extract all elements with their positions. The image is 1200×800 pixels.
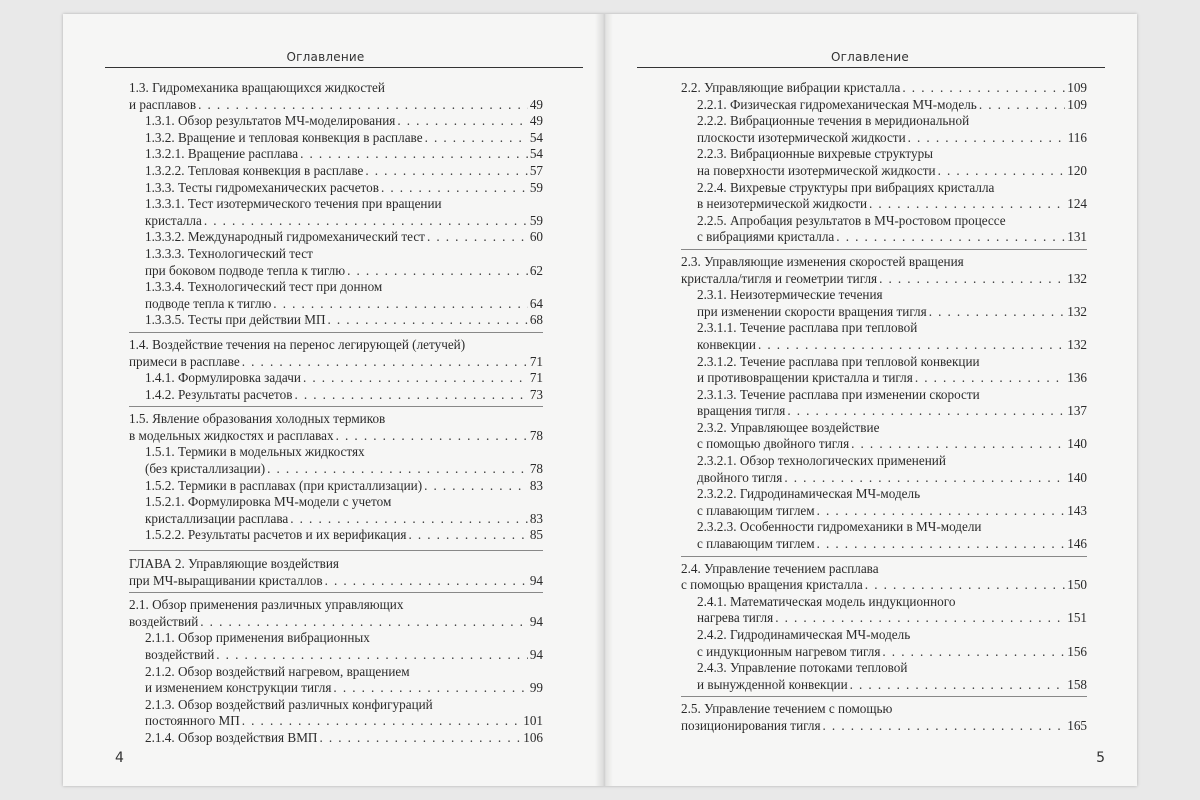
toc-entry-line xyxy=(681,80,1087,97)
toc-entry-line xyxy=(129,527,543,544)
toc-page-number: 109 xyxy=(1067,96,1087,112)
dot-leader xyxy=(328,312,528,328)
toc-entry-title: 1.5.1. Термики в модельных жидкостях xyxy=(145,444,365,460)
toc-page-number: 71 xyxy=(529,370,543,386)
toc-page-number: 62 xyxy=(529,262,543,278)
toc-page-number: 99 xyxy=(529,680,543,696)
toc-entry xyxy=(681,354,1087,387)
toc-entry xyxy=(681,249,1087,287)
toc-entry xyxy=(129,332,543,370)
toc-entry-line xyxy=(129,97,543,114)
toc-entry-title: 1.3.3. Тесты гидромеханических расчетов xyxy=(145,179,379,195)
toc-entry-line xyxy=(129,337,543,354)
toc-entry xyxy=(129,130,543,147)
toc-entry-title: с индукционным нагревом тигля xyxy=(697,643,881,659)
dot-leader xyxy=(851,436,1065,452)
toc-entry-line xyxy=(129,213,543,230)
toc-entry-line xyxy=(681,436,1087,453)
toc-page-number: 78 xyxy=(529,461,543,477)
toc-entry xyxy=(129,80,543,113)
toc-entry-line xyxy=(681,610,1087,627)
toc-entry-title: 2.1.2. Обзор воздействий нагревом, вращением xyxy=(145,663,410,679)
toc-entry-line xyxy=(129,354,543,371)
toc-entry-title: 1.3.3.2. Международный гидромеханический тест xyxy=(145,229,425,245)
toc-entry xyxy=(681,660,1087,693)
toc-page-number: 136 xyxy=(1067,370,1087,386)
toc-entry xyxy=(681,213,1087,246)
toc-page-number: 54 xyxy=(529,146,543,162)
toc-entry-title: 2.2. Управляющие вибрации кристалла xyxy=(681,80,901,95)
toc-page-number: 85 xyxy=(529,527,543,543)
toc-entry-title: 2.3.1.1. Течение расплава при тепловой xyxy=(697,320,918,336)
toc-entry-title: 2.3.2.3. Особенности гидромеханики в МЧ-модели xyxy=(697,519,982,535)
toc-entry-line xyxy=(129,387,543,404)
toc-entry-line xyxy=(681,453,1087,470)
toc-entry-title: 1.3.3.5. Тесты при действии МП xyxy=(145,312,326,328)
toc-entry-title: 2.3.1.3. Течение расплава при изменении скорости xyxy=(697,386,980,402)
toc-entry-title: кристаллизации расплава xyxy=(145,510,289,526)
toc-entry-title: плоскости изотермической жидкости xyxy=(697,129,906,145)
toc-entry-title: 1.3.2.2. Тепловая конвекция в расплаве xyxy=(145,162,364,178)
toc-entry xyxy=(681,696,1087,734)
toc-entry-title: 2.1.3. Обзор воздействий различных конфигураций xyxy=(145,696,433,712)
toc-page-number: 64 xyxy=(529,295,543,311)
toc-entry-line xyxy=(681,387,1087,404)
toc-entry-title: 2.2.2. Вибрационные течения в меридиональной xyxy=(697,113,970,129)
header-rule xyxy=(105,67,583,68)
toc-entry-title: и противовращении кристалла и тигля xyxy=(697,370,913,386)
dot-leader xyxy=(242,354,528,370)
toc-entry-line xyxy=(129,556,543,573)
toc-entry-title: 2.2.5. Апробация результатов в МЧ-ростовом процессе xyxy=(697,212,1006,228)
toc-entry-line xyxy=(129,180,543,197)
dot-leader xyxy=(850,677,1066,693)
toc-page-number: 109 xyxy=(1067,80,1087,95)
toc-entry-title: конвекции xyxy=(697,336,756,352)
toc-page-number: 59 xyxy=(529,212,543,228)
toc-entry xyxy=(681,387,1087,420)
toc-entry-line xyxy=(129,647,543,664)
toc-entry-line xyxy=(681,677,1087,694)
dot-leader xyxy=(198,97,528,113)
toc-entry xyxy=(129,730,543,747)
toc-page-number: 124 xyxy=(1067,196,1087,212)
toc-entry-title: 1.4. Воздействие течения на перенос легирующей (летучей) xyxy=(129,336,466,352)
toc-entry-title: 1.3.2. Вращение и тепловая конвекция в расплаве xyxy=(145,129,423,145)
dot-leader xyxy=(938,163,1066,179)
toc-entry-line xyxy=(129,428,543,445)
toc-entry-title: 2.1.1. Обзор применения вибрационных xyxy=(145,630,370,646)
dot-leader xyxy=(381,180,528,196)
dot-leader xyxy=(216,647,528,663)
toc-entry-title: 2.4. Управление течением расплава xyxy=(681,560,879,576)
dot-leader xyxy=(300,146,528,162)
toc-entry-title: 2.4.2. Гидродинамическая МЧ-модель xyxy=(697,627,911,642)
toc-entry-title: 2.3.2.2. Гидродинамическая МЧ-модель xyxy=(697,486,921,502)
toc-entry-title: 1.5. Явление образования холодных термиков xyxy=(129,411,386,427)
dot-leader xyxy=(979,97,1065,113)
dot-leader xyxy=(787,403,1065,419)
toc-entry xyxy=(129,163,543,180)
dot-leader xyxy=(784,470,1065,486)
toc-entry-line xyxy=(129,229,543,246)
toc-page-number: 143 xyxy=(1067,502,1087,518)
toc-entry xyxy=(681,113,1087,146)
toc-entry-title: подводе тепла к тиглю xyxy=(145,295,272,311)
toc-entry xyxy=(129,550,543,589)
dot-leader xyxy=(915,370,1065,386)
toc-page-number: 116 xyxy=(1067,129,1087,145)
toc-entry-title: позиционирования тигля xyxy=(681,717,821,733)
toc-page-number: 83 xyxy=(529,510,543,526)
toc-page-number: 49 xyxy=(529,96,543,112)
toc-entry xyxy=(129,592,543,630)
toc-entry-title: 1.3.1. Обзор результатов МЧ-моделирования xyxy=(145,113,396,129)
toc-entry-line xyxy=(681,320,1087,337)
toc-entry-line xyxy=(129,80,543,97)
toc-entry-line xyxy=(681,470,1087,487)
toc-entry-title: 1.3.3.3. Технологический тест xyxy=(145,245,313,261)
toc-entry-line xyxy=(129,130,543,147)
toc-entry-line xyxy=(681,718,1087,735)
toc-entry xyxy=(129,444,543,477)
toc-entry-line xyxy=(129,163,543,180)
toc-entry-line xyxy=(129,196,543,213)
toc-entry xyxy=(681,556,1087,594)
toc-entry-title: и вынужденной конвекции xyxy=(697,676,848,692)
toc-entry-line xyxy=(681,627,1087,644)
toc-entry xyxy=(129,196,543,229)
toc-entry-line xyxy=(129,411,543,428)
toc-entry-title: и изменением конструкции тигля xyxy=(145,680,332,696)
toc-entry-line xyxy=(681,337,1087,354)
toc-page-number: 150 xyxy=(1067,577,1087,593)
toc-entry-title: кристалла xyxy=(145,212,202,228)
toc-page-number: 94 xyxy=(529,572,543,588)
dot-leader xyxy=(823,718,1066,734)
toc-entry-title: 1.3.3.4. Технологический тест при донном xyxy=(145,279,383,295)
toc-entry-line xyxy=(129,146,543,163)
toc-entry xyxy=(681,594,1087,627)
toc-entry xyxy=(129,630,543,663)
toc-page-number: 132 xyxy=(1067,303,1087,319)
toc-entry-title: 2.2.3. Вибрационные вихревые структуры xyxy=(697,146,934,162)
toc-entry-line xyxy=(681,113,1087,130)
toc-page-number: 71 xyxy=(529,353,543,369)
toc-entry-line xyxy=(681,354,1087,371)
toc-entry-line xyxy=(129,312,543,329)
toc-entry-line xyxy=(129,511,543,528)
toc-page-number: 60 xyxy=(529,229,543,245)
toc-entry xyxy=(681,97,1087,114)
toc-entry-line xyxy=(681,163,1087,180)
book-spread xyxy=(63,14,1137,786)
toc-entry xyxy=(129,312,543,329)
dot-leader xyxy=(303,370,528,386)
dot-leader xyxy=(879,271,1065,287)
toc-entry xyxy=(129,246,543,279)
toc-entry-title: 1.5.2.2. Результаты расчетов и их верификация xyxy=(145,527,407,543)
toc-page-number: 68 xyxy=(529,312,543,328)
toc-page-number: 140 xyxy=(1067,469,1087,485)
toc-entry xyxy=(681,320,1087,353)
toc-entry-title: 2.2.1. Физическая гидромеханическая МЧ-модель xyxy=(697,96,977,112)
dot-leader xyxy=(397,113,527,129)
dot-leader xyxy=(347,263,528,279)
toc-entry-title: 2.3.2. Управляющее воздействие xyxy=(697,419,880,435)
dot-leader xyxy=(775,610,1065,626)
dot-leader xyxy=(424,478,528,494)
toc-entry-line xyxy=(129,370,543,387)
toc-page-number: 57 xyxy=(529,162,543,178)
toc-entry xyxy=(681,486,1087,519)
toc-entry-line xyxy=(681,146,1087,163)
dot-leader xyxy=(427,229,528,245)
toc-entry-title: 2.4.3. Управление потоками тепловой xyxy=(697,660,908,676)
toc-entry-line xyxy=(129,614,543,631)
toc-entry-title: с плавающим тиглем xyxy=(697,536,815,552)
right-page xyxy=(604,14,1137,786)
dot-leader xyxy=(882,644,1065,660)
toc-entry-line xyxy=(681,660,1087,677)
toc-entry xyxy=(129,664,543,697)
toc-entry-title: с вибрациями кристалла xyxy=(697,229,835,245)
dot-leader xyxy=(204,213,528,229)
toc-entry-line xyxy=(129,664,543,681)
toc-entry-line xyxy=(681,577,1087,594)
toc-entry xyxy=(681,287,1087,320)
dot-leader xyxy=(817,503,1066,519)
toc-entry-title: кристалла/тигля и геометрии тигля xyxy=(681,270,878,286)
toc-entry-title: с помощью вращения кристалла xyxy=(681,577,863,593)
toc-entry-title: в неизотермической жидкости xyxy=(697,196,868,212)
toc-entry-line xyxy=(681,536,1087,553)
toc-entry xyxy=(129,527,543,544)
toc-page-number: 49 xyxy=(529,113,543,129)
toc-entry-line xyxy=(129,478,543,495)
toc-entry-line xyxy=(129,444,543,461)
toc-entry-line xyxy=(681,271,1087,288)
toc-page-number: 156 xyxy=(1067,643,1087,659)
toc-entry-line xyxy=(681,304,1087,321)
dot-leader xyxy=(336,428,528,444)
toc-entry-line xyxy=(681,594,1087,611)
toc-page-number: 83 xyxy=(529,477,543,493)
dot-leader xyxy=(325,573,528,589)
toc-page-number: 101 xyxy=(523,713,543,729)
toc-entry-title: 1.3. Гидромеханика вращающихся жидкостей xyxy=(129,80,385,95)
toc-entry-line xyxy=(681,503,1087,520)
toc-list xyxy=(681,80,1087,735)
dot-leader xyxy=(365,163,527,179)
toc-entry-title: 2.5. Управление течением с помощью xyxy=(681,701,893,717)
toc-entry-line xyxy=(681,370,1087,387)
left-page xyxy=(63,14,604,786)
toc-entry-title: при боковом подводе тепла к тиглю xyxy=(145,262,346,278)
toc-entry-title: вращения тигля xyxy=(697,403,786,419)
toc-entry-title: 2.1.4. Обзор воздействия ВМП xyxy=(145,729,318,745)
toc-page-number: 54 xyxy=(529,129,543,145)
toc-page-number: 146 xyxy=(1067,536,1087,552)
toc-entry xyxy=(129,279,543,312)
dot-leader xyxy=(908,130,1066,146)
toc-entry-title: и расплавов xyxy=(129,96,197,112)
toc-entry-line xyxy=(129,461,543,478)
toc-page-number: 78 xyxy=(529,427,543,443)
toc-entry-line xyxy=(681,213,1087,230)
toc-entry-line xyxy=(129,680,543,697)
toc-entry xyxy=(681,180,1087,213)
dot-leader xyxy=(817,536,1066,552)
dot-leader xyxy=(200,614,528,630)
toc-entry-title: воздействий xyxy=(145,647,215,662)
toc-entry-title: 1.3.2.1. Вращение расплава xyxy=(145,146,299,162)
toc-entry xyxy=(681,420,1087,453)
page-number: 4 xyxy=(115,750,124,766)
toc-entry-line xyxy=(129,730,543,747)
toc-entry-line xyxy=(681,97,1087,114)
toc-entry-line xyxy=(681,701,1087,718)
toc-entry xyxy=(129,494,543,527)
toc-entry-title: постоянного МП xyxy=(145,713,240,729)
dot-leader xyxy=(425,130,528,146)
toc-entry xyxy=(129,146,543,163)
toc-entry xyxy=(681,519,1087,552)
toc-page-number: 94 xyxy=(529,613,543,629)
toc-entry-title: 1.4.1. Формулировка задачи xyxy=(145,370,301,386)
header-rule xyxy=(637,67,1105,68)
toc-entry-title: нагрева тигля xyxy=(697,610,774,626)
toc-entry-title: 2.3.1.2. Течение расплава при тепловой конвекции xyxy=(697,353,980,369)
toc-entry-line xyxy=(681,561,1087,578)
toc-entry-line xyxy=(681,519,1087,536)
toc-entry xyxy=(129,370,543,387)
toc-entry-line xyxy=(129,573,543,590)
running-head: Оглавление xyxy=(286,50,365,64)
dot-leader xyxy=(294,387,527,403)
toc-entry xyxy=(129,180,543,197)
toc-entry-title: на поверхности изотермической жидкости xyxy=(697,162,936,178)
toc-entry-title: 2.1. Обзор применения различных управляющих xyxy=(129,597,404,613)
toc-entry-line xyxy=(681,403,1087,420)
toc-entry-title: 2.3.1. Неизотермические течения xyxy=(697,287,883,303)
toc-page-number: 120 xyxy=(1067,162,1087,178)
toc-entry-title: (без кристаллизации) xyxy=(145,461,266,477)
toc-entry-line xyxy=(129,597,543,614)
toc-entry-title: 2.4.1. Математическая модель индукционного xyxy=(697,593,956,609)
toc-entry-line xyxy=(129,296,543,313)
page-number: 5 xyxy=(1096,750,1105,766)
dot-leader xyxy=(929,304,1066,320)
toc-entry xyxy=(681,146,1087,179)
toc-entry xyxy=(129,387,543,404)
toc-entry-title: примеси в расплаве xyxy=(129,353,240,369)
toc-entry xyxy=(129,697,543,730)
toc-entry-line xyxy=(681,644,1087,661)
dot-leader xyxy=(290,511,528,527)
toc-entry-title: 2.3.2.1. Обзор технологических применений xyxy=(697,453,946,469)
toc-entry-title: двойного тигля xyxy=(697,469,783,485)
dot-leader xyxy=(242,713,521,729)
toc-page-number: 132 xyxy=(1067,270,1087,286)
dot-leader xyxy=(319,730,521,746)
toc-entry-title: с помощью двойного тигля xyxy=(697,436,850,452)
dot-leader xyxy=(865,577,1065,593)
toc-entry-title: с плавающим тиглем xyxy=(697,502,815,518)
toc-entry-line xyxy=(681,229,1087,246)
toc-entry-line xyxy=(681,486,1087,503)
toc-page-number: 137 xyxy=(1067,403,1087,419)
toc-entry-title: 1.5.2.1. Формулировка МЧ-модели с учетом xyxy=(145,494,392,510)
toc-entry-line xyxy=(681,287,1087,304)
toc-entry-line xyxy=(129,246,543,263)
toc-entry-line xyxy=(681,196,1087,213)
dot-leader xyxy=(902,80,1065,96)
toc-entry-title: 2.2.4. Вихревые структуры при вибрациях кристалла xyxy=(697,179,995,195)
toc-entry-line xyxy=(129,279,543,296)
dot-leader xyxy=(267,461,528,477)
dot-leader xyxy=(408,527,527,543)
toc-entry xyxy=(129,478,543,495)
toc-page-number: 151 xyxy=(1067,610,1087,626)
toc-entry-title: в модельных жидкостях и расплавах xyxy=(129,427,334,443)
toc-entry-title: 1.3.3.1. Тест изотермического течения при вращении xyxy=(145,196,442,212)
dot-leader xyxy=(333,680,527,696)
toc-entry xyxy=(681,627,1087,660)
toc-entry-title: 1.4.2. Результаты расчетов xyxy=(145,386,293,402)
dot-leader xyxy=(869,196,1065,212)
toc-page-number: 158 xyxy=(1067,676,1087,692)
toc-page-number: 140 xyxy=(1067,436,1087,452)
toc-page-number: 131 xyxy=(1067,229,1087,245)
toc-entry-title: воздействий xyxy=(129,613,199,629)
toc-page-number: 165 xyxy=(1067,717,1087,733)
toc-page-number: 94 xyxy=(529,647,543,662)
toc-page-number: 59 xyxy=(529,179,543,195)
toc-entry-line xyxy=(129,713,543,730)
toc-entry-line xyxy=(681,420,1087,437)
running-head: Оглавление xyxy=(831,50,909,64)
toc-entry-line xyxy=(681,254,1087,271)
toc-entry xyxy=(681,453,1087,486)
toc-entry-line xyxy=(129,494,543,511)
toc-page-number: 106 xyxy=(523,729,543,745)
toc-entry-title: 2.3. Управляющие изменения скоростей вращения xyxy=(681,253,964,269)
toc-page-number: 73 xyxy=(529,386,543,402)
toc-entry-line xyxy=(129,630,543,647)
dot-leader xyxy=(273,296,528,312)
toc-entry xyxy=(681,80,1087,97)
toc-list xyxy=(129,80,543,747)
toc-page-number: 132 xyxy=(1067,336,1087,352)
toc-entry-line xyxy=(129,697,543,714)
toc-entry-line xyxy=(129,263,543,280)
toc-entry-line xyxy=(681,130,1087,147)
toc-entry-title: ГЛАВА 2. Управляющие воздействия xyxy=(129,556,339,572)
dot-leader xyxy=(836,229,1065,245)
toc-entry-title: при изменении скорости вращения тигля xyxy=(697,303,927,319)
toc-entry xyxy=(129,113,543,130)
toc-entry-line xyxy=(681,180,1087,197)
dot-leader xyxy=(758,337,1065,353)
toc-entry xyxy=(129,229,543,246)
toc-entry-title: при МЧ-выращивании кристаллов xyxy=(129,572,323,588)
toc-entry-title: 1.5.2. Термики в расплавах (при кристаллизации) xyxy=(145,477,423,493)
toc-entry xyxy=(129,406,543,444)
toc-entry-line xyxy=(129,113,543,130)
